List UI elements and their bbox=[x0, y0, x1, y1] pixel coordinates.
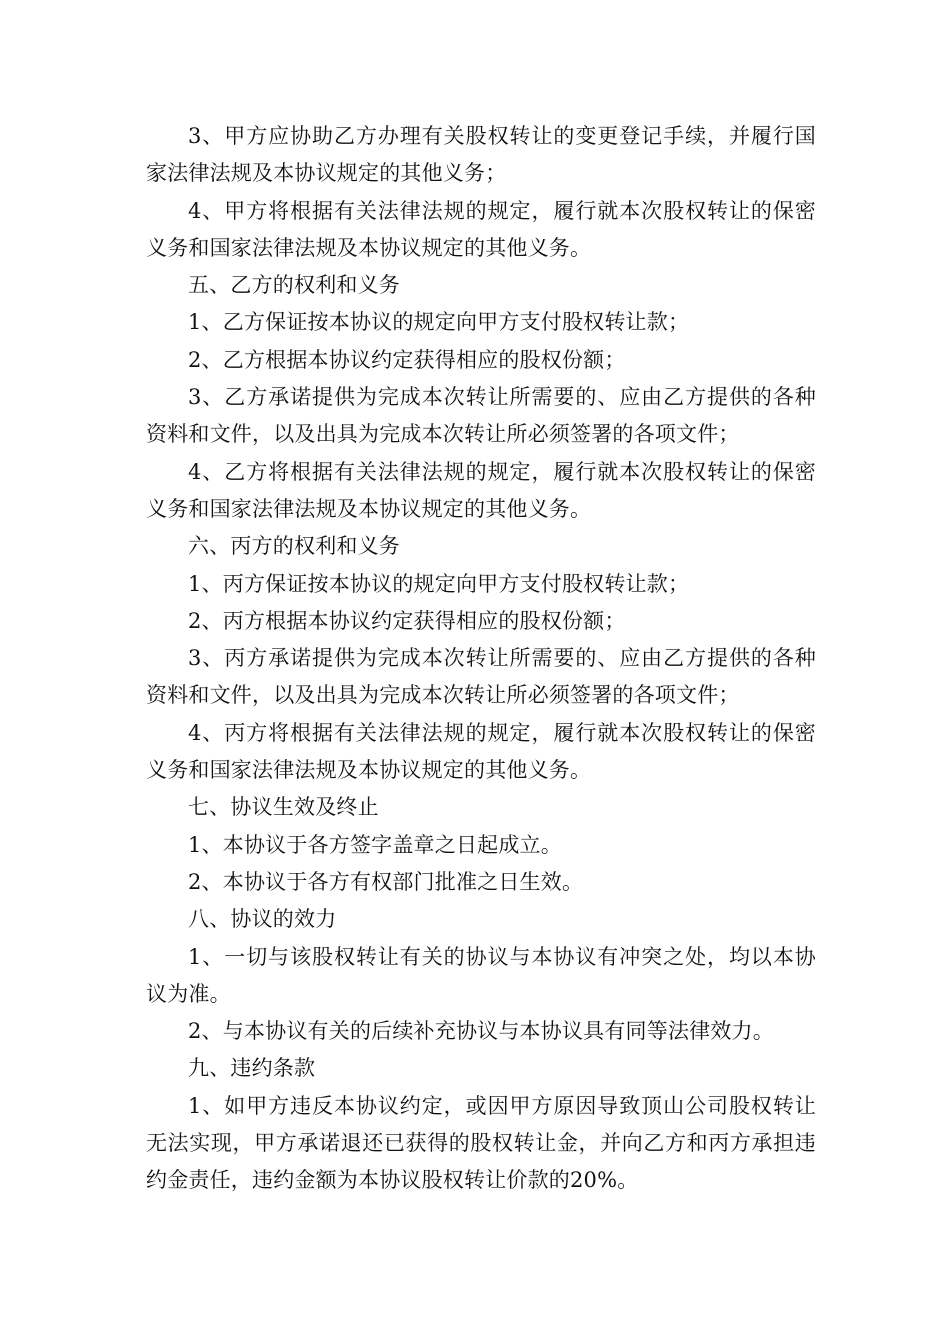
clause-d-1: 1、本协议于各方签字盖章之日起成立。 bbox=[188, 832, 562, 857]
clause-e-2: 2、与本协议有关的后续补充协议与本协议具有同等法律效力。 bbox=[188, 1019, 774, 1044]
clause-c-3: 3、丙方承诺提供为完成本次转让所需要的、应由乙方提供的各种资料和文件，以及出具为完成本次转让所必须签署的各项文件； bbox=[146, 646, 816, 708]
section-heading-7: 七、协议生效及终止 bbox=[188, 795, 379, 820]
section-heading-9: 九、违约条款 bbox=[188, 1056, 316, 1081]
document-body bbox=[146, 118, 816, 1200]
clause-f-1: 1、如甲方违反本协议约定，或因甲方原因导致顶山公司股权转让无法实现，甲方承诺退还已获得的股权转让金，并向乙方和丙方承担违约金责任，违约金额为本协议股权转让价款的20%。 bbox=[146, 1093, 816, 1193]
section-heading-8: 八、协议的效力 bbox=[188, 907, 337, 932]
clause-b-2: 2、乙方根据本协议约定获得相应的股权份额； bbox=[188, 347, 626, 372]
clause-a-4: 4、甲方将根据有关法律法规的规定，履行就本次股权转让的保密义务和国家法律法规及本协议规定的其他义务。 bbox=[146, 198, 816, 260]
clause-b-3: 3、乙方承诺提供为完成本次转让所需要的、应由乙方提供的各种资料和文件，以及出具为完成本次转让所必须签署的各项文件； bbox=[146, 385, 816, 447]
section-heading-6: 六、丙方的权利和义务 bbox=[188, 534, 400, 559]
clause-c-2: 2、丙方根据本协议约定获得相应的股权份额； bbox=[188, 608, 626, 633]
clause-d-2: 2、本协议于各方有权部门批准之日生效。 bbox=[188, 869, 584, 894]
clause-e-1: 1、一切与该股权转让有关的协议与本协议有冲突之处，均以本协议为准。 bbox=[146, 944, 816, 1006]
section-heading-5: 五、乙方的权利和义务 bbox=[188, 273, 400, 298]
clause-c-4: 4、丙方将根据有关法律法规的规定，履行就本次股权转让的保密义务和国家法律法规及本协议规定的其他义务。 bbox=[146, 720, 816, 783]
clause-b-4: 4、乙方将根据有关法律法规的规定，履行就本次股权转让的保密义务和国家法律法规及本协议规定的其他义务。 bbox=[146, 459, 816, 521]
clause-c-1: 1、丙方保证按本协议的规定向甲方支付股权转让款； bbox=[188, 571, 690, 596]
clause-b-1: 1、乙方保证按本协议的规定向甲方支付股权转让款； bbox=[188, 310, 690, 335]
clause-a-3: 3、甲方应协助乙方办理有关股权转让的变更登记手续，并履行国家法律法规及本协议规定的其他义务； bbox=[146, 124, 816, 186]
